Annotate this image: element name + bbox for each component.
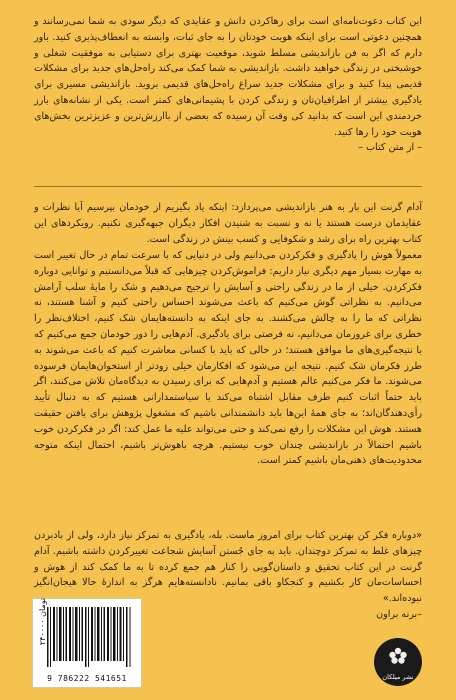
- blurb-text: این کتاب دعوت‌نامه‌ای است برای رهاکردن دانش و عقایدی که دیگر سودی به شما نمی‌رسانند و همچنین دعوتی است برای اینکه هویت خودتان را به جای ثبات، وابسته به انعطاف‌پذیری کنید. باور دارم که اگر به فن بازاندیشی مسلط شوید، موقعیت بهتری برای دستیابی به موفقیت شغلی و خوشبختی در زندگی خواهید داشت. بازاندیشی به شما کمک می‌کند راه‌حل‌های جدید برای مشکلات قدیمی پیدا کنید و برای مشکلات جدید سراغ راه‌حل‌های قدیمی بروید. بازاندیشی مسیری برای یادگیری بیشتر از اطرافیان‌تان و زندگی کردن با پشیمانی‌های کمتر است. یکی از نشانه‌های بارز خردمندی این است که بدانید کی وقت آن رسیده که بعضی از باارزش‌ترین و عزیزترین بخش‌های هویت خود را رها کنید.: [34, 16, 422, 138]
- blurb-section: [34, 14, 422, 156]
- blurb-source: – از متن کتاب –: [358, 142, 422, 154]
- quote-author: –برنه براون: [376, 608, 422, 620]
- publisher-logo: [374, 638, 422, 686]
- section-divider: [34, 186, 422, 187]
- barcode-icon: [47, 607, 133, 667]
- quote-text: «دوباره فکر کن بهترین کتاب برای امروز ماست. بله، یادگیری به تمرکز نیاز دارد، ولی از بادبردن چیزهای غلط به تمرکز دوچندان. باید به جای جُستن آسایش شجاعت تغییرکردن داشته باشیم. آدام گرنت در این کتاب تحقیق و داستان‌گویی را کنار هم جمع کرده تا به ما کمک کند از هوش و احساسات‌مان کار بکشیم و کنجکاو باقی بمانیم. نادانسته‌هایم هرگز به اندازهٔ حالا هیجان‌انگیز نبوده‌اند.»: [34, 530, 422, 605]
- publisher-name: نشر میلکان: [382, 673, 414, 681]
- intro-paragraph: آدام گرنت این بار به هنر بازاندیشی می‌پردازد: اینکه یاد بگیریم از خودمان بپرسیم آیا نظرات و عقایدمان درست هستند یا نه و نسبت به شنیدن افکار دیگران جبهه‌گیری نکنیم. رویکردهای این کتاب بهترین راه برای رشد و شکوفایی و کسب بینش در زندگی است.: [34, 202, 422, 245]
- isbn-number: 9 786222 541651: [47, 674, 127, 683]
- description-paragraph: معمولاً هوش را یادگیری و فکرکردن می‌دانیم ولی در دنیایی که با سرعت تمام در حال تغییر است به مهارت بسیار مهم دیگری نیاز داریم: فراموش‌کردن چیزهایی که قبلاً می‌دانستیم و توانایی دوباره فکرکردن. خیلی از ما در زندگی راحتی و آسایش را ترجیح می‌دهیم و شک را مایهٔ سلب آرامش می‌دانیم. به نظراتی گوش می‌کنیم که باعث می‌شوند احساس راحتی کنیم و آشنا هستند، نه نظراتی که ما را به چالش می‌کشند. به جای اینکه به دانسته‌هایمان شک کنیم، اختلاف‌نظر را خطری برای غرورمان می‌دانیم، نه فرصتی برای یادگیری. آدم‌هایی را دور خودمان جمع می‌کنیم که با نتیجه‌گیری‌های ما موافق هستند؛ در حالی که باید با کسانی معاشرت کنیم که باعث می‌شوند به طرز فکرمان شک کنیم. نتیجه این می‌شود که افکارمان خیلی زودتر از استخوان‌هایمان فرسوده می‌شوند. ما فکر می‌کنیم عالم هستیم و آدم‌هایی که برای رسیدن به دیدگاه‌مان تلاش می‌کنند، اگر باید حتماً اثبات کنیم طرف مقابل اشتباه می‌کند یا سیاستمدارانی هستیم که به دنبال تأیید رأی‌دهندگان‌اند؛ به جای همهٔ این‌ها باید دانشمندانی باشیم که مشغول پژوهش برای یافتن حقیقت هستند. هوش این مشکلات را رفع نمی‌کند و حتی می‌تواند علیه ما عمل کند: اگر در فکرکردن خوب باشیم احتمالاً در بازاندیشی چندان خوب نیستیم. هرچه باهوش‌تر باشیم، احتمال اینکه متوجه محدودیت‌های ذهنی‌مان باشیم کمتر است.: [34, 250, 422, 467]
- price-label: ۲۴۰۰۰۰ تومان: [38, 597, 48, 646]
- barcode-panel: [32, 598, 142, 688]
